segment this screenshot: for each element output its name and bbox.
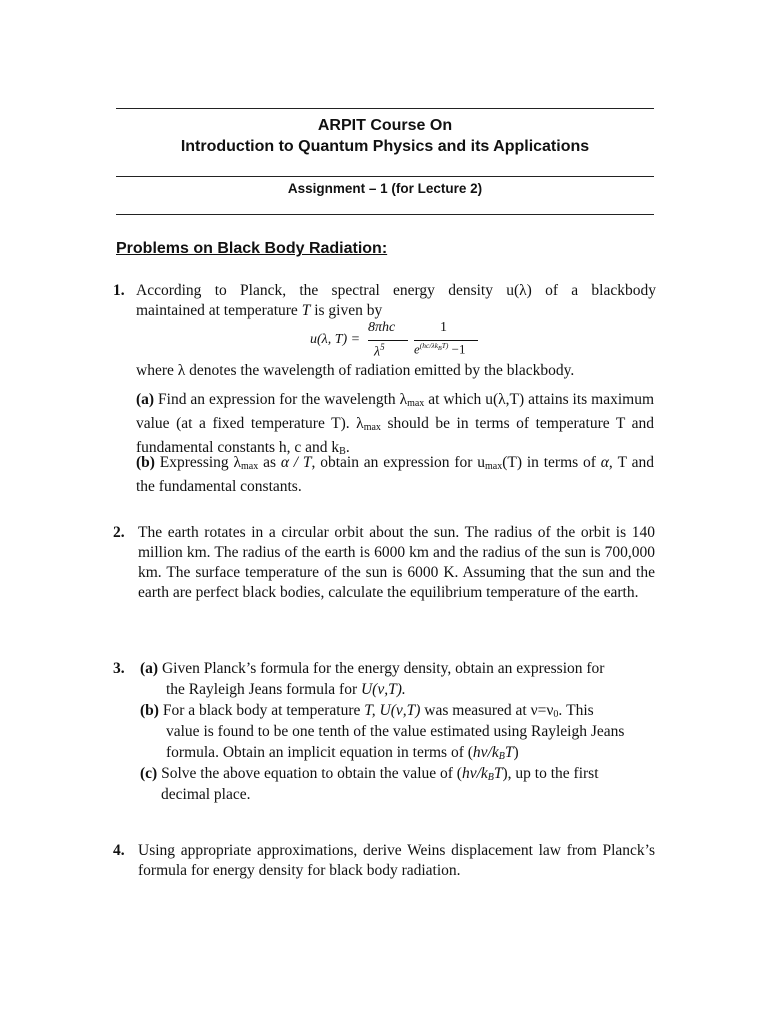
planck-formula: [310, 320, 480, 362]
problem-1-intro-text: According to Planck, the spectral energy density u(λ) of a blackbody: [136, 282, 656, 299]
problem-1-part-b: (b) Expressing $\lambda_{max}$ as α / T, obtain an expression for $u_{max}(T)$ in terms of α, T and the fundamental constants.: [136, 454, 654, 495]
formula-lhs: u(λ, T) =: [310, 332, 361, 347]
problem-1-number: 1.: [113, 282, 125, 299]
formula-fraction-bar-1: [368, 340, 408, 341]
formula-numerator-2: 1: [440, 320, 447, 335]
problem-3-part-a-line1: (a) Given Planck’s formula for the energy density, obtain an expression for: [140, 660, 605, 677]
problem-2-number: 2.: [113, 524, 125, 541]
formula-denominator-2: $e^{(hc/\lambda k_BT)} -1$: [414, 341, 466, 357]
problem-1-intro-line2: maintained at temperature T is given by: [136, 302, 383, 319]
problem-3-part-b-line1: (b) For a black body at temperature T, U(ν,T) was measured at $\nu=\nu_0$. This: [140, 702, 594, 720]
course-subtitle: Introduction to Quantum Physics and its Applications: [180, 138, 590, 155]
problem-3-part-a-line2: the Rayleigh Jeans formula for U(ν,T).: [166, 681, 406, 698]
section-title: Problems on Black Body Radiation:: [116, 240, 388, 257]
formula-numerator: 8πhc: [368, 320, 396, 335]
assignment-title: Assignment – 1 (for Lecture 2): [287, 181, 483, 196]
header-rule-bottom: [116, 214, 654, 215]
problem-3-part-b-line2: value is found to be one tenth of the value estimated using Rayleigh Jeans: [166, 723, 625, 740]
problem-3-part-b-line3: formula. Obtain an implicit equation in terms of $(h\nu/k_BT)$: [166, 744, 519, 762]
problem-4-text: Using appropriate approximations, derive Weins displacement law from Planck’s formula for energy density for black body radiation.: [138, 842, 655, 879]
problem-3-part-c-line2: decimal place.: [161, 786, 251, 803]
problem-1-where: where λ denotes the wavelength of radiation emitted by the blackbody.: [136, 362, 575, 379]
problem-4-number: 4.: [113, 842, 125, 859]
problem-2-text: The earth rotates in a circular orbit about the sun. The radius of the orbit is 140 million km. The radius of the earth is 6000 km and the radius of the sun is 700,000 km. The surface temperature of the sun is 6000 K. Assuming that the sun and the earth are perfect black bodies, calculate the equilibrium temperature of the earth.: [138, 524, 655, 601]
formula-denominator-1: $\lambda^5$: [374, 342, 385, 360]
problem-3-number: 3.: [113, 660, 125, 677]
problem-1-part-a: (a) Find an expression for the wavelength $\lambda_{max}$ at which u(λ,T) attains its maximum value (at a fixed temperature T). $\lambda_{max}$ should be in terms of temperature T and fundamental constants h, c and $k_B$.: [136, 391, 655, 457]
problem-3-part-c-line1: (c) Solve the above equation to obtain the value of $(h\nu/k_BT)$, up to the first: [140, 765, 599, 783]
course-title: ARPIT Course On: [317, 117, 453, 134]
problem-1-intro-line1: [136, 281, 656, 301]
header-rule-top: [116, 108, 654, 109]
header-rule-middle: [116, 176, 654, 177]
